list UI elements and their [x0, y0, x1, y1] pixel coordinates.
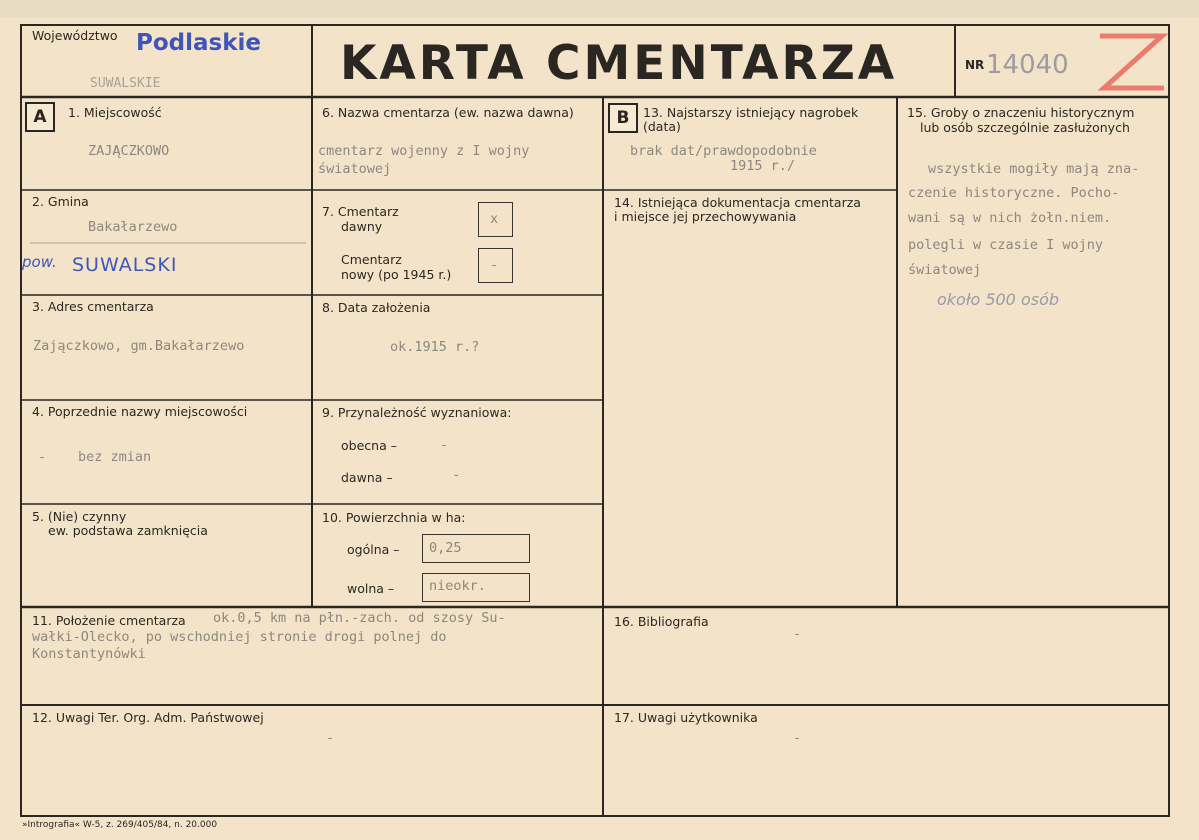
f9-obecna-label: obecna – — [341, 438, 397, 453]
f16-label: 16. Bibliografia — [614, 614, 709, 629]
wojewodztwo-typed: SUWALSKIE — [90, 76, 161, 91]
card-title: KARTA CMENTARZA — [340, 36, 898, 91]
f7-nowy-label-line2: nowy (po 1945 r.) — [341, 267, 452, 282]
section-a-box: A — [25, 102, 55, 132]
f7-dawny-label: dawny — [341, 219, 383, 234]
f10-wolna-box — [422, 573, 530, 602]
f15-line2: czenie historyczne. Pocho- — [908, 185, 1120, 201]
f16-value: - — [793, 626, 802, 642]
f10-label: 10. Powierzchnia w ha: — [322, 510, 466, 525]
f15-line1: wszystkie mogiły mają zna- — [928, 161, 1140, 177]
f12-label: 12. Uwagi Ter. Org. Adm. Państwowej — [32, 710, 264, 725]
f13-line1: brak dat/prawdopodobnie — [630, 143, 817, 159]
f2-label: 2. Gmina — [32, 194, 89, 209]
f13-label-line2: (data) — [643, 119, 681, 134]
f2-pow-value: SUWALSKI — [72, 254, 178, 276]
f6-label: 6. Nazwa cmentarza (ew. nazwa dawna) — [322, 105, 574, 120]
wojewodztwo-stamp: Podlaskie — [136, 30, 261, 56]
f7-nowy-label-line1: Cmentarz — [341, 252, 402, 267]
f13-line2: 1915 r./ — [730, 158, 796, 174]
nr-value: 14040 — [986, 50, 1069, 80]
f7-nowy-checkbox — [478, 248, 513, 283]
f10-ogolna-box — [422, 534, 530, 563]
f10-ogolna-value: 0,25 — [429, 540, 462, 556]
f1-label: 1. Miejscowość — [68, 105, 162, 120]
footer-imprint: »Intrografia« W-5, z. 269/405/84, n. 20.000 — [22, 820, 218, 830]
f15-pencil-note: około 500 osób — [937, 290, 1060, 309]
f7-nowy-value: - — [490, 257, 499, 273]
f8-value: ok.1915 r.? — [390, 339, 480, 355]
f7-dawny-checkbox — [478, 202, 513, 237]
f10-wolna-label: wolna – — [347, 581, 395, 596]
f11-line3: Konstantynówki — [32, 646, 146, 662]
f17-value: - — [793, 730, 802, 746]
nr-label: NR — [965, 58, 985, 72]
f9-dawna-value: - — [452, 467, 461, 483]
f2-pow-prefix: pow. — [22, 253, 57, 271]
red-z-stamp — [1096, 32, 1168, 92]
f2-value: Bakałarzewo — [88, 219, 178, 235]
f15-label-line1: 15. Groby o znaczeniu historycznym — [907, 105, 1135, 120]
f3-value: Zajączkowo, gm.Bakałarzewo — [33, 338, 245, 354]
f8-label: 8. Data założenia — [322, 300, 431, 315]
f5-label-line2: ew. podstawa zamknięcia — [48, 523, 208, 538]
f5-label-line1: 5. (Nie) czynny — [32, 509, 127, 524]
f9-label: 9. Przynależność wyznaniowa: — [322, 405, 512, 420]
f14-label-line2: i miejsce jej przechowywania — [614, 209, 797, 224]
section-b-box: B — [608, 103, 638, 133]
f7-label: 7. Cmentarz — [322, 204, 399, 219]
f7-dawny-value: x — [490, 211, 499, 227]
f15-label-line2: lub osób szczególnie zasłużonych — [920, 120, 1130, 135]
f4-value: bez zmian — [78, 449, 152, 465]
f17-label: 17. Uwagi użytkownika — [614, 710, 758, 725]
f14-label-line1: 14. Istniejąca dokumentacja cmentarza — [614, 195, 861, 210]
f15-line3: wani są w nich żołn.niem. — [908, 210, 1112, 226]
f15-line4: polegli w czasie I wojny — [908, 237, 1104, 253]
wojewodztwo-label: Województwo — [32, 28, 118, 43]
f15-line5: światowej — [908, 262, 982, 278]
f11-label: 11. Położenie cmentarza — [32, 613, 186, 628]
f3-label: 3. Adres cmentarza — [32, 299, 154, 314]
red-z-icon — [1096, 32, 1168, 92]
f11-line2: wałki-Olecko, po wschodniej stronie drogi polnej do — [32, 629, 447, 645]
f4-dash: - — [38, 449, 47, 465]
f13-label-line1: 13. Najstarszy istniejący nagrobek — [643, 105, 859, 120]
f9-obecna-value: - — [440, 437, 449, 453]
f4-label: 4. Poprzednie nazwy miejscowości — [32, 404, 248, 419]
f10-wolna-value: nieokr. — [429, 578, 486, 594]
f6-line2: światowej — [318, 161, 392, 177]
f6-line1: cmentarz wojenny z I wojny — [318, 143, 530, 159]
f12-value: - — [326, 730, 335, 746]
f10-ogolna-label: ogólna – — [347, 542, 400, 557]
f9-dawna-label: dawna – — [341, 470, 393, 485]
f1-value: ZAJĄCZKOWO — [88, 143, 170, 159]
f11-line1: ok.0,5 km na płn.-zach. od szosy Su- — [213, 610, 506, 626]
